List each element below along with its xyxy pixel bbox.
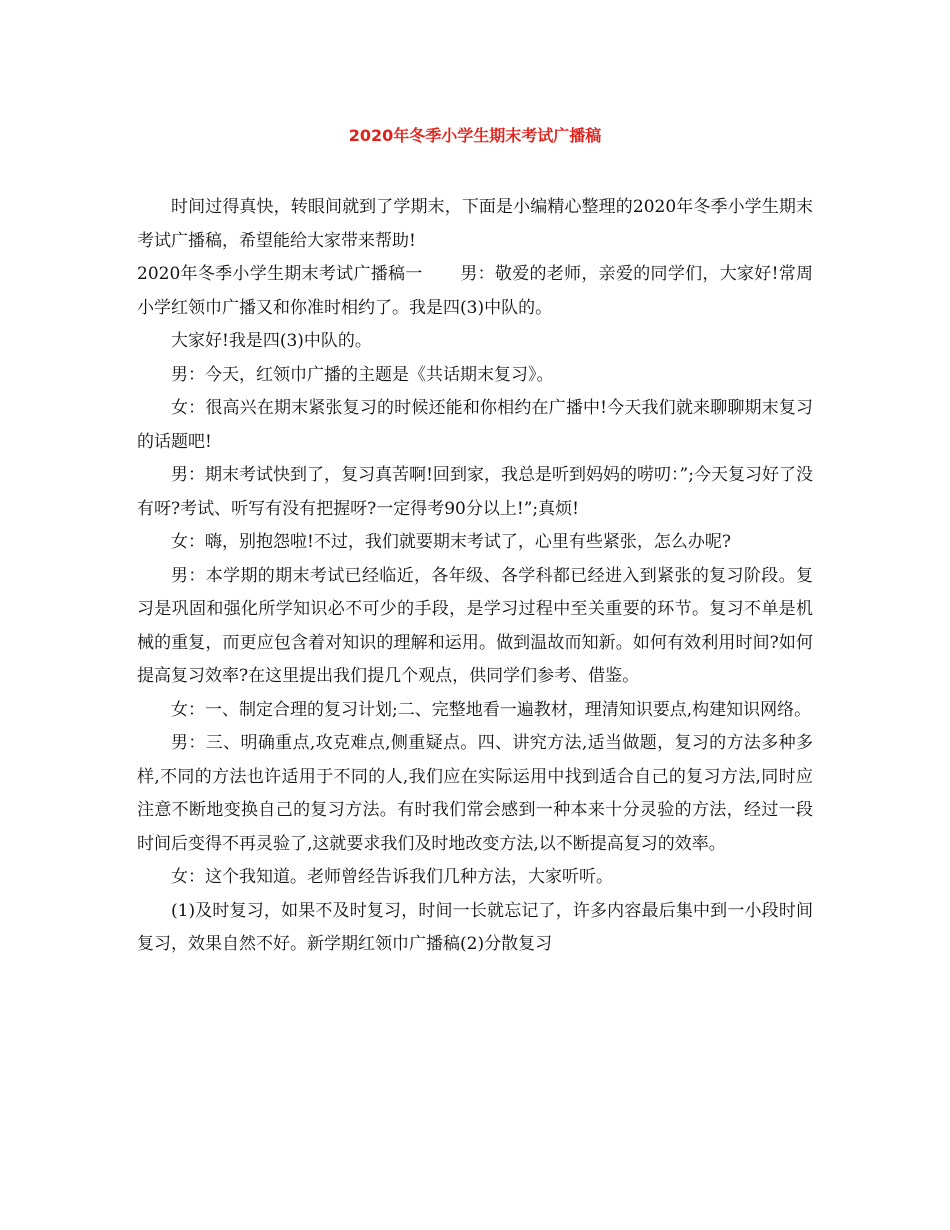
dialogue-opening: 男：敬爱的老师，亲爱的同学们，大家好!常周小学红领巾广播又和你准时相约了。我是四(3)中队的。: [137, 264, 813, 318]
paragraph-theme: 男：今天，红领巾广播的主题是《共话期末复习》。: [171, 364, 554, 385]
document-body: [137, 191, 813, 962]
paragraph-intro: 时间过得真快，转眼间就到了学期末，下面是小编精心整理的2020年冬季小学生期末考试广播稿，希望能给大家带来帮助!: [137, 197, 813, 251]
paragraph-heading-dialogue: [137, 258, 813, 325]
paragraph-method-1: (1)及时复习，如果不及时复习，时间一长就忘记了，许多内容最后集中到一小段时间复习，效果自然不好。新学期红领巾广播稿(2)分散复习: [137, 900, 813, 954]
section-heading: 2020年冬季小学生期末考试广播稿一: [137, 264, 423, 284]
paragraph-greeting: 大家好!我是四(3)中队的。: [171, 331, 372, 351]
paragraph-male-3: 男：三、明确重点,攻克难点,侧重疑点。四、讲究方法,适当做题，复习的方法多种多样,不同的方法也许适用于不同的人,我们应在实际运用中找到适合自己的复习方法,同时应注意不断地变换自己的复习方法。有时我们常会感到一种本来十分灵验的方法，经过一段时间后变得不再灵验了,这就要求我们及时地改变方法,以不断提高复习的效率。: [137, 733, 813, 854]
paragraph-female-3: 女：一、制定合理的复习计划;二、完整地看一遍教材，理清知识要点,构建知识网络。: [171, 699, 812, 720]
paragraph-female-2: 女：嗨，别抱怨啦!不过，我们就要期末考试了，心里有些紧张，怎么办呢?: [171, 532, 731, 552]
document-title: 2020年冬季小学生期末考试广播稿: [348, 126, 602, 145]
paragraph-female-4: 女：这个我知道。老师曾经告诉我们几种方法，大家听听。: [171, 867, 613, 887]
paragraph-male-2: 男：本学期的期末考试已经临近，各年级、各学科都已经进入到紧张的复习阶段。复习是巩固和强化所学知识必不可少的手段，是学习过程中至关重要的环节。复习不单是机械的重复，而更应包含着对知识的理解和运用。做到温故而知新。如何有效利用时间?如何提高复习效率?在这里提出我们提几个观点，供同学们参考、借鉴。: [137, 565, 813, 686]
paragraph-female-1: 女：很高兴在期末紧张复习的时候还能和你相约在广播中!今天我们就来聊聊期末复习的话题吧!: [137, 398, 813, 452]
paragraph-male-1: 男：期末考试快到了，复习真苦啊!回到家，我总是听到妈妈的唠叨：”;今天复习好了没有呀?考试、听写有没有把握呀?一定得考90分以上!”;真烦!: [137, 465, 813, 519]
